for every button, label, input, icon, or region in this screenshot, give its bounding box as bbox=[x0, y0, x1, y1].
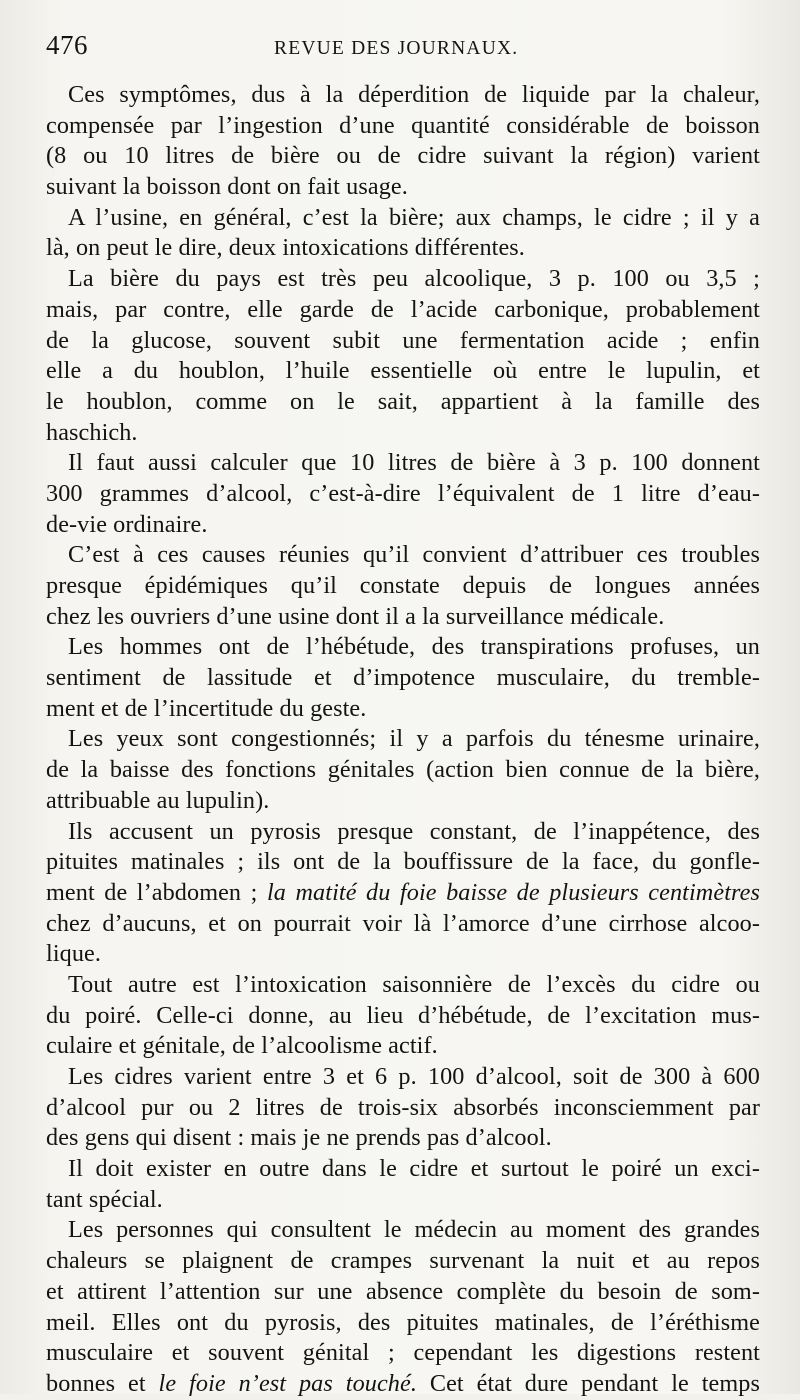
text-line: La bière du pays est très peu alcoolique, 3 p. 100 ou 3,5 ; bbox=[68, 265, 760, 293]
text-line: sentiment de lassitude et d’impotence musculaire, du tremble- bbox=[46, 664, 760, 692]
text-line: et attirent l’attention sur une absence complète du besoin de som- bbox=[46, 1277, 760, 1305]
page-number: 476 bbox=[46, 30, 88, 60]
text-line: ment et de l’incertitude du geste. bbox=[46, 694, 367, 722]
text-line: culaire et génitale, de l’alcoolisme actif. bbox=[46, 1032, 438, 1060]
text-line: Les personnes qui consultent le médecin au moment des grandes bbox=[68, 1216, 760, 1244]
text-line: chez les ouvriers d’une usine dont il a la surveillance médicale. bbox=[46, 602, 665, 630]
text-line: du poiré. Celle-ci donne, au lieu d’hébétude, de l’excitation mus- bbox=[46, 1001, 760, 1029]
text-line: haschich. bbox=[46, 418, 138, 446]
body-text bbox=[46, 80, 760, 1400]
text-line: le houblon, comme on le sait, appartient à la famille des bbox=[46, 387, 760, 415]
text-line: mais, par contre, elle garde de l’acide carbonique, probablement bbox=[46, 295, 760, 323]
text-line: là, on peut le dire, deux intoxications différentes. bbox=[46, 234, 525, 262]
text-line: meil. Elles ont du pyrosis, des pituites matinales, de l’éréthisme bbox=[46, 1308, 760, 1336]
text-line: lique. bbox=[46, 940, 102, 968]
running-title: REVUE DES JOURNAUX. bbox=[274, 38, 519, 59]
text-line: Les cidres varient entre 3 et 6 p. 100 d’alcool, soit de 300 à 600 bbox=[68, 1063, 760, 1090]
text-line: (8 ou 10 litres de bière ou de cidre suivant la région) varient bbox=[46, 142, 760, 170]
text-line: suivant la boisson dont on fait usage. bbox=[46, 173, 408, 201]
text-line: Ils accusent un pyrosis presque constant, de l’inappétence, des bbox=[68, 817, 760, 845]
text-line: C’est à ces causes réunies qu’il convient d’attribuer ces troubles bbox=[68, 541, 760, 569]
text-line: Il doit exister en outre dans le cidre et surtout le poiré un exci- bbox=[68, 1155, 760, 1183]
text-line: Ces symptômes, dus à la déperdition de liquide par la chaleur, bbox=[68, 81, 760, 108]
text-line: ment de l’abdomen ; la matité du foie baisse de plusieurs centimètres bbox=[46, 878, 760, 906]
text-line: Il faut aussi calculer que 10 litres de bière à 3 p. 100 donnent bbox=[68, 449, 760, 477]
text-line: Les hommes ont de l’hébétude, des transpirations profuses, un bbox=[68, 633, 760, 661]
running-head bbox=[46, 30, 758, 70]
italic-emphasis: la matité du foie baisse de plusieurs centimètres bbox=[266, 878, 760, 906]
text-line: de la baisse des fonctions génitales (action bien connue de la bière, bbox=[46, 756, 760, 784]
text-line: A l’usine, en général, c’est la bière; aux champs, le cidre ; il y a bbox=[68, 203, 760, 231]
text-line: 300 grammes d’alcool, c’est-à-dire l’équivalent de 1 litre d’eau- bbox=[46, 479, 760, 507]
text-line: pituites matinales ; ils ont de la bouffissure de la face, du gonfle- bbox=[46, 848, 760, 876]
text-line: bonnes et le foie n’est pas touché. Cet état dure pendant le temps bbox=[46, 1369, 760, 1397]
text-line: d’alcool pur ou 2 litres de trois-six absorbés inconsciemment par bbox=[46, 1093, 760, 1121]
text-line: Tout autre est l’intoxication saisonnière de l’excès du cidre ou bbox=[68, 970, 760, 998]
text-line: des gens qui disent : mais je ne prends pas d’alcool. bbox=[46, 1124, 552, 1152]
text-line: presque épidémiques qu’il constate depuis de longues années bbox=[46, 572, 760, 599]
italic-emphasis: le foie n’est pas touché. bbox=[158, 1369, 417, 1397]
text-line: attribuable au lupulin). bbox=[46, 786, 270, 814]
text-line: chez d’aucuns, et on pourrait voir là l’amorce d’une cirrhose alcoo- bbox=[46, 909, 760, 937]
text-line: Les yeux sont congestionnés; il y a parfois du ténesme urinaire, bbox=[68, 725, 760, 753]
text-line: tant spécial. bbox=[46, 1185, 163, 1213]
text-line: compensée par l’ingestion d’une quantité considérable de boisson bbox=[46, 111, 760, 139]
text-line: elle a du houblon, l’huile essentielle où entre le lupulin, et bbox=[46, 357, 760, 385]
text-line: de la glucose, souvent subit une fermentation acide ; enfin bbox=[46, 326, 760, 354]
text-line: de-vie ordinaire. bbox=[46, 510, 208, 538]
text-line: chaleurs se plaignent de crampes survenant la nuit et au repos bbox=[46, 1247, 760, 1275]
text-line: musculaire et souvent génital ; cependant les digestions restent bbox=[46, 1339, 760, 1367]
